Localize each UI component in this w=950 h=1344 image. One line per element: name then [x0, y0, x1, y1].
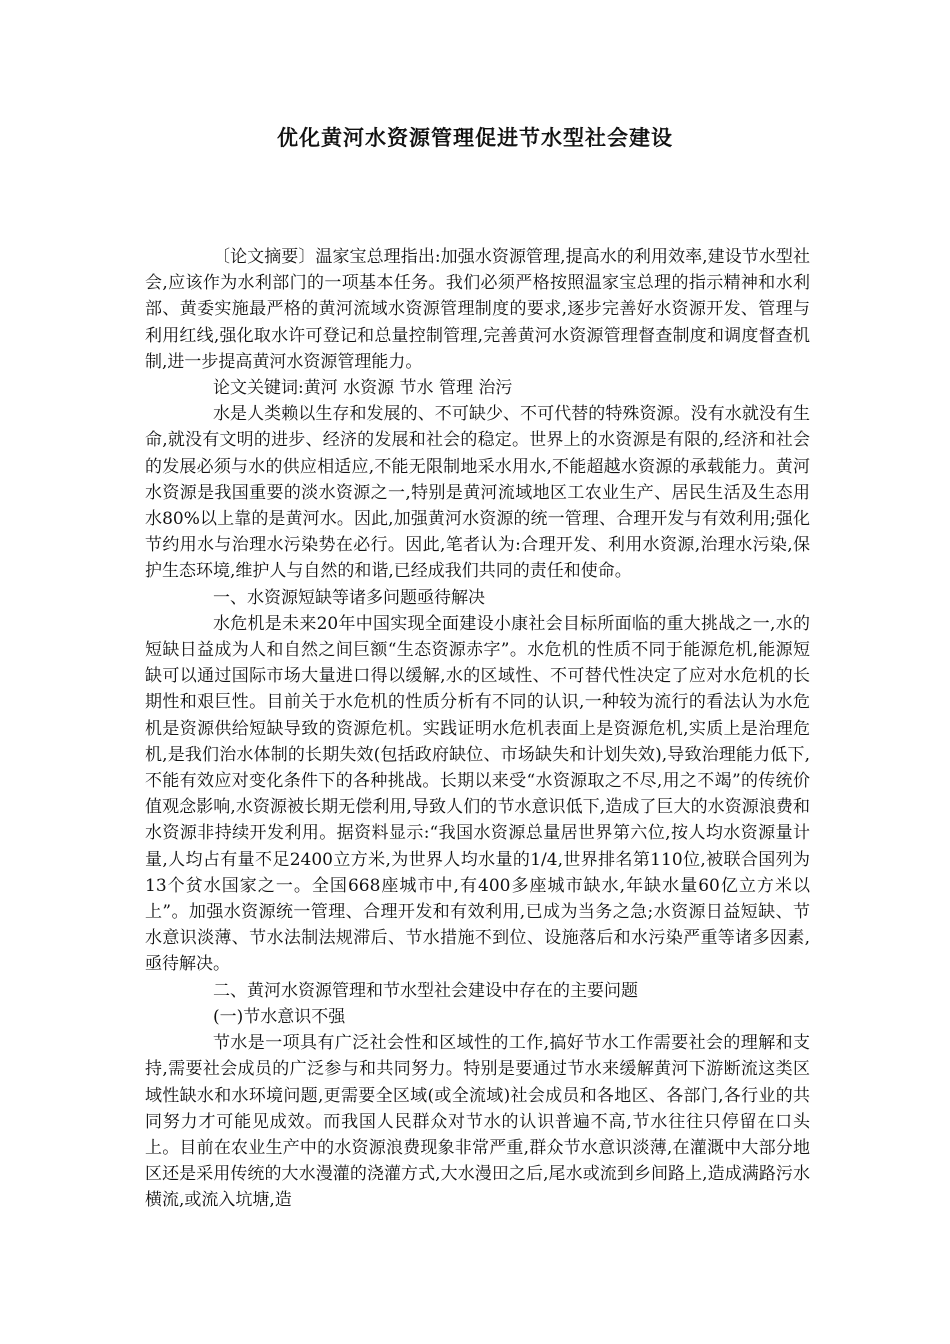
section-1-paragraph: 水危机是未来20年中国实现全面建设小康社会目标所面临的重大挑战之一,水的短缺日益成为人和自然之间巨额“生态资源赤字”。水危机的性质不同于能源危机,能源短缺可以通过国际市场大量进口得以缓解,水的区域性、不可替代性决定了应对水危机的长期性和艰巨性。目前关于水危机的性质分析有不同的认识,一种较为流行的看法认为水危机是资源供给短缺导致的资源危机。实践证明水危机表面上是资源危机,实质上是治理危机,是我们治水体制的长期失效(包括政府缺位、市场缺失和计划失效),导致治理能力低下,不能有效应对变化条件下的各种挑战。长期以来受“水资源取之不尽,用之不竭”的传统价值观念影响,水资源被长期无偿利用,导致人们的节水意识低下,造成了巨大的水资源浪费和水资源非持续开发利用。据资料显示:“我国水资源总量居世界第六位,按人均水资源量计量,人均占有量不足2400立方米,为世界人均水量的1/4,世界排名第110位,被联合国列为13个贫水国家之一。全国668座城市中,有400多座城市缺水,年缺水量60亿立方米以上”。加强水资源统一管理、合理开发和有效利用,已成为当务之急;水资源日益短缺、节水意识淡薄、节水法制法规滞后、节水措施不到位、设施落后和水污染严重等诸多因素,亟待解决。 — [145, 613, 810, 975]
section-heading-2: 二、黄河水资源管理和节水型社会建设中存在的主要问题 — [213, 980, 638, 1001]
subsection-heading-1: (一)节水意识不强 — [213, 1006, 346, 1027]
document-body — [145, 244, 810, 1214]
document-title: 优化黄河水资源管理促进节水型社会建设 — [277, 126, 673, 150]
subsection-1-paragraph: 节水是一项具有广泛社会性和区域性的工作,搞好节水工作需要社会的理解和支持,需要社会成员的广泛参与和共同努力。特别是要通过节水来缓解黄河下游断流这类区域性缺水和水环境问题,更需要全区域(或全流域)社会成员和各地区、各部门,各行业的共同努力才可能见成效。而我国人民群众对节水的认识普遍不高,节水往往只停留在口头上。目前在农业生产中的水资源浪费现象非常严重,群众节水意识淡薄,在灌溉中大部分地区还是采用传统的大水漫灌的浇灌方式,大水漫田之后,尾水或流到乡间路上,造成满路污水横流,或流入坑塘,造 — [145, 1033, 810, 1211]
intro-paragraph: 水是人类赖以生存和发展的、不可缺少、不可代替的特殊资源。没有水就没有生命,就没有文明的进步、经济的发展和社会的稳定。世界上的水资源是有限的,经济和社会的发展必须与水的供应相适应,不能无限制地采水用水,不能超越水资源的承载能力。黄河水资源是我国重要的淡水资源之一,特别是黄河流域地区工农业生产、居民生活及生态用水80%以上靠的是黄河水。因此,加强黄河水资源的统一管理、合理开发与有效利用;强化节约用水与治理水污染势在必行。因此,笔者认为:合理开发、利用水资源,治理水污染,保护生态环境,维护人与自然的和谐,已经成我们共同的责任和使命。 — [145, 404, 810, 582]
section-heading-1: 一、水资源短缺等诸多问题亟待解决 — [213, 587, 485, 608]
keywords-line: 论文关键词:黄河 水资源 节水 管理 治污 — [213, 378, 513, 399]
abstract-paragraph: 〔论文摘要〕温家宝总理指出:加强水资源管理,提高水的利用效率,建设节水型社会,应该作为水利部门的一项基本任务。我们必须严格按照温家宝总理的指示精神和水利部、黄委实施最严格的黄河流域水资源管理制度的要求,逐步完善好水资源开发、管理与利用红线,强化取水许可登记和总量控制管理,完善黄河水资源管理督查制度和调度督查机制,进一步提高黄河水资源管理能力。 — [145, 247, 810, 372]
